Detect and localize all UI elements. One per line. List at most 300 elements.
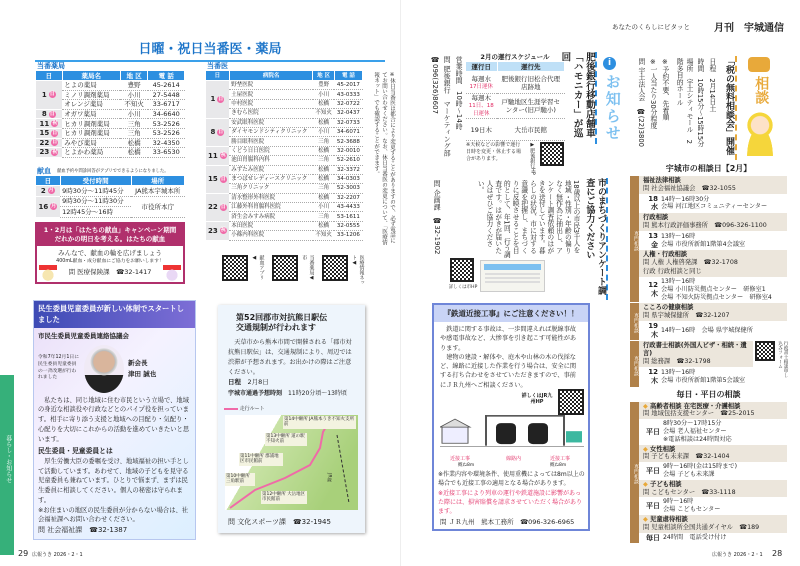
day-cell xyxy=(36,196,61,217)
name-cell: みずたみ医院 xyxy=(229,165,313,174)
tel-cell: 32-0555 xyxy=(334,221,362,230)
tel-cell: 52-3688 xyxy=(334,137,362,146)
chairman-role: 新会長 xyxy=(128,359,148,368)
schedule-title: 2月の運行スケジュール xyxy=(480,53,550,61)
tel-cell: 34-6640 xyxy=(148,109,185,119)
day-cell xyxy=(36,81,63,110)
area-cell: 不知火 xyxy=(313,109,334,118)
consult-details xyxy=(661,327,753,335)
consult-detail: 会場 市役所新館1階第4会議室 xyxy=(661,240,746,248)
consult-detail: 13時～16時 xyxy=(661,278,696,286)
name-cell: 野埜医院 xyxy=(229,81,313,90)
tel-cell: 32-0722 xyxy=(334,99,362,108)
survey-body: 18歳以上の市民3千人を地域・性別・年齢の偏りなく無作為に抽出し、アンケート調査依頼のはがきを送付しています。暮らしの状況、市に対する意識を把握し、まちづくりに反映させることを目的として、年1回、行う調査です。はがきが届いた人はぜひご協力ください。 xyxy=(476,180,580,258)
name-cell: ヒカリ調剤薬局 xyxy=(62,119,120,129)
table-row xyxy=(36,196,185,207)
consult-section-body xyxy=(639,341,753,386)
day-type-icon: 祝 xyxy=(52,148,58,155)
ekiden-time: 11時20分頃～13時頃 xyxy=(288,390,347,398)
ekiden-body: 天草市から熊本市間で開催される「郡市対抗熊日駅伝」は、交通規制により、周辺では渋滞が予想されます。お出かけの際はご注意ください。 xyxy=(228,338,352,376)
consult-section xyxy=(630,303,787,340)
daily-detail: 会場 こどもセンター xyxy=(663,506,721,514)
day-cell xyxy=(466,119,498,141)
name-cell: ヒカリ調剤薬局 xyxy=(62,128,120,138)
ekiden-contact: 問 文化スポーツ課 ☎32-1945 xyxy=(228,518,331,526)
tel-cell: 32-3372 xyxy=(334,165,362,174)
name-cell: きむら医院 xyxy=(229,109,313,118)
name-cell: 本田医院 xyxy=(229,221,313,230)
column-header: 運行日 xyxy=(466,62,498,72)
consult-day: 12 木 xyxy=(648,280,658,298)
consult-section xyxy=(630,341,787,386)
table-row xyxy=(206,81,363,90)
day-number: 15 xyxy=(208,175,218,184)
consult-details xyxy=(661,233,745,249)
area-cell: 不知火 xyxy=(120,100,148,110)
daily-heading-text: 子ども相談 xyxy=(650,480,682,488)
tel-cell: 32-0733 xyxy=(334,118,362,127)
consult-detail: 14時～16時30分 xyxy=(661,195,710,203)
area-cell: 松橋 xyxy=(313,146,334,155)
qr-label: 医療情報ネット◀ xyxy=(351,255,365,285)
bank-qr[interactable] xyxy=(540,142,564,166)
table-row xyxy=(206,118,363,127)
suspended-days: 11日、18日運休 xyxy=(468,103,494,117)
page-number-right: 28 xyxy=(772,549,783,558)
bank-schedule-table xyxy=(465,61,565,141)
relay-point: 第10中継所 三角駅前 xyxy=(225,473,255,486)
day-cell xyxy=(206,118,230,146)
day-type-icon: 日 xyxy=(52,129,58,136)
survey-title: 市のまちづくりアンケート調査にご協力ください xyxy=(582,178,608,300)
daily-day: 平日 xyxy=(646,466,660,475)
blood-label: 献血 xyxy=(37,167,51,175)
tel-cell: 32-2207 xyxy=(334,193,362,202)
minsei-contact: 問 社会福祉課 ☎32-1387 xyxy=(38,526,128,535)
daily-detail: 24時間 電話受け付け xyxy=(663,534,727,542)
survey-qr[interactable] xyxy=(450,258,474,282)
day-number: 8 xyxy=(210,128,216,137)
table-row xyxy=(206,184,363,193)
consult-heading: こころの健康相談 xyxy=(639,303,787,312)
daily-detail: 会場 老人福祉センター xyxy=(663,428,727,436)
minsei-paragraph: 厚生労働大臣の委嘱を受け、地域福祉の担い手として活動しています。あわせて、地域の子どもを見守る児童委員も兼ねています。ひとりで悩まず、まずは民生委員に相談してください。個人の秘密は守られます。 xyxy=(38,457,189,504)
day-number: 16 xyxy=(38,202,49,211)
campaign-slogan: だれかの明日を考える。はたちの献血 xyxy=(54,234,166,243)
name-cell: 池田胃腸科内科 xyxy=(229,156,313,165)
consult-schedule-row xyxy=(639,231,787,251)
tel-cell: 43-4433 xyxy=(334,203,362,212)
daily-details xyxy=(663,463,737,479)
day-cell xyxy=(206,221,230,240)
name-cell: オレンジ薬局 xyxy=(62,100,120,110)
campaign-heading: 1・2月は「はたちの献血」キャンペーン期間 xyxy=(43,226,177,234)
ekiden-article xyxy=(218,305,365,533)
tel-cell: 52-2610 xyxy=(334,156,362,165)
name-cell: 小篠内科医院 xyxy=(229,231,313,240)
area-cell: 三角 xyxy=(313,156,334,165)
tel-cell: 32-0437 xyxy=(334,109,362,118)
chairman-name: 津田 誠也 xyxy=(128,369,157,378)
jr-qr[interactable] xyxy=(558,389,584,415)
minsei-note: ※お住まいの地区の民生委員が分からない場合は、社会福祉課へお問い合わせください。 xyxy=(38,506,189,524)
table-row xyxy=(466,119,565,141)
survey-contact: 問 企画課 ☎32-1902 xyxy=(433,180,442,255)
day-cell xyxy=(36,186,61,197)
area-cell: 小川 xyxy=(120,109,148,119)
relay-point: 第11中継所 郡浦地区市民館前 xyxy=(239,453,283,466)
day-cell xyxy=(36,148,63,158)
area-cell: 松橋 xyxy=(313,165,334,174)
time-cell: 9時30分～11時30分 xyxy=(60,196,131,207)
footer-right: 広報うき 2026・2・1 xyxy=(712,552,763,558)
daily-details xyxy=(663,498,720,514)
consult-schedule-row xyxy=(639,194,787,214)
column-header: 日 xyxy=(206,71,230,81)
table-row xyxy=(466,94,565,119)
relay-point: 第13中継所 道の駅不知火前 xyxy=(265,433,307,446)
area-cell: 豊野 xyxy=(313,81,334,90)
column-header: 電 話 xyxy=(334,71,362,81)
daily-day: 平日 xyxy=(646,427,660,436)
qr-column xyxy=(753,341,787,386)
bank-contact: 問 肥後銀行 マーケティング部 xyxy=(443,56,452,157)
day-number: 22 xyxy=(208,203,218,212)
day-cell xyxy=(206,146,230,165)
column-header: 地 区 xyxy=(120,71,148,81)
consult-day: 19 木 xyxy=(648,321,658,339)
consult-contact: 行政 行政相談と同じ xyxy=(639,268,787,277)
consult-detail: 会場 河江地区コミュニティーセンター xyxy=(661,203,768,211)
pharmacy-label: 当番薬局 xyxy=(37,62,65,70)
consult-section-tag: 専門相談 xyxy=(630,176,639,302)
consult-section-tag: 専門相談 xyxy=(630,341,639,386)
diagram-label: 概ね8m xyxy=(550,463,567,468)
table-row xyxy=(206,174,363,183)
ekiden-date: 2月8日 xyxy=(247,378,269,387)
run-day: 毎週木 xyxy=(471,94,492,102)
diamond-icon: ◆ xyxy=(643,402,651,410)
tax-contact: 問 宇土法人会 ☎(22)3800 xyxy=(636,58,645,148)
minsei-paragraph: 私たちは、同じ地域に住む市民という立場で、地域の身近な相談役や行政などとのパイプ役を担っています。相手に寄り添う支援と地域への目配り・気配り・心配りを大切にこれからの活動を進めていきたいと思います。 xyxy=(38,396,190,443)
name-cell: くどう日日医院 xyxy=(229,146,313,155)
day-number: 8 xyxy=(41,110,47,119)
blood-note: 献血予約や問診回答がアプリでできるようになりました。 xyxy=(57,169,169,174)
rail-note: ※作業内容や環境条件、使用重機によっては8m以上の場合でも近接工事の適用となる場合があります。 xyxy=(438,471,585,487)
consult-contact: 問 社会福祉協議会 ☎32-1055 xyxy=(639,185,787,194)
table-row xyxy=(206,90,363,99)
woman-illustration xyxy=(740,112,780,156)
tel-cell: 33-1206 xyxy=(334,231,362,240)
day-number: 11 xyxy=(208,151,218,160)
column-header: 電 話 xyxy=(148,71,185,81)
day-type-icon: 日 xyxy=(220,203,226,210)
consult-heading: 行政相談 xyxy=(639,213,787,222)
rail-title: 『鉄道近接工事』にご注意ください！！ xyxy=(434,305,588,322)
area-cell: 小川 xyxy=(313,127,334,136)
time-cell: 9時30分～11時45分 xyxy=(60,186,131,197)
table-row xyxy=(36,109,185,119)
consult-detail: 会場 不知火防災拠点センター 研修室4 xyxy=(661,293,772,301)
day-cell xyxy=(206,165,230,193)
bank-title: 肥後銀行移動店舗車「ハモニカー」が巡回 xyxy=(569,52,597,144)
footer-left: 広報うき 2026・2・1 xyxy=(32,552,83,558)
area-cell: 松橋 xyxy=(120,138,148,148)
gyosei-shoshi-qr[interactable] xyxy=(755,341,775,361)
place-cell: 市役所本庁 xyxy=(131,196,184,217)
table-row xyxy=(206,212,363,221)
pharmacy-qr[interactable] xyxy=(272,255,298,281)
qr-label: 献血アプリ◀ xyxy=(251,255,265,280)
consult-details xyxy=(661,196,767,212)
table-row xyxy=(206,203,363,212)
daily-heading xyxy=(639,515,787,524)
table-row xyxy=(36,81,185,91)
rail-diagram xyxy=(440,411,584,461)
tax-time: 時間 10時15分～15時15分 xyxy=(695,58,704,147)
day-number: 2 xyxy=(40,186,46,195)
area-cell: 松橋 xyxy=(313,99,334,108)
name-cell: 済生会みすみ病院 xyxy=(229,212,313,221)
daily-contact: 問 地域包括支援センター ☎25-2015 xyxy=(639,410,787,419)
table-row xyxy=(206,109,363,118)
area-cell: 松橋 xyxy=(313,221,334,230)
table-row xyxy=(206,146,363,155)
consult-day: 18 水 xyxy=(648,194,658,212)
day-type-icon: 日 xyxy=(218,95,224,102)
daily-contact: 問 児童相談所全国共通ダイヤル ☎189 xyxy=(639,524,787,533)
name-cell: とよの薬局 xyxy=(62,81,120,91)
column-header: 運行先 xyxy=(497,62,564,72)
survey-qr-label: 詳しくは市HP xyxy=(448,285,478,290)
day-cell xyxy=(36,119,63,129)
day-number: 22 xyxy=(39,138,50,147)
daily-section xyxy=(630,402,787,544)
diagram-label: 線路内 xyxy=(506,456,522,462)
daily-detail: 会場 子ども未来課 xyxy=(663,471,715,478)
consult-contact: 問 人権 人権啓発課 ☎32-1708 xyxy=(639,259,787,268)
date-label: 日程 xyxy=(228,378,241,387)
name-cell: 土屋医院 xyxy=(229,90,313,99)
consult-details xyxy=(661,369,745,385)
tax-place: 場所 宇土シティモール 2階多目的ホール xyxy=(675,58,693,144)
qr-label: 当番薬局◀ 市 xyxy=(301,255,315,281)
column-header: 薬局名 xyxy=(62,71,120,81)
table-row xyxy=(36,138,185,148)
page-title: 日曜・祝日当番医・薬局 xyxy=(35,38,385,62)
table-row xyxy=(36,128,185,138)
route-map xyxy=(225,415,358,510)
consult-schedule-row xyxy=(639,367,753,387)
day-type-icon: 日 xyxy=(49,110,55,117)
tel-cell: 45-2614 xyxy=(148,81,185,91)
blood-app-qr[interactable] xyxy=(222,255,248,281)
minsei-subheading: 民生委員・児童委員とは xyxy=(38,447,113,456)
diagram-label: 近接工事 xyxy=(550,456,571,462)
area-cell: 小川 xyxy=(313,90,334,99)
page-gutter xyxy=(400,0,401,566)
day-cell xyxy=(466,94,498,119)
consult-schedule xyxy=(630,164,787,543)
diagram-label: 概ね8m xyxy=(458,463,475,468)
tax-title: 「税の無料相談会」開催 xyxy=(722,56,737,160)
consult-detail: 13時～16時 xyxy=(661,369,696,377)
daily-detail: 9時～16時(金は15時まで) xyxy=(663,463,738,471)
tax-note: ※一人当たり30分程度 xyxy=(648,58,657,130)
day-number: 23 xyxy=(39,148,50,157)
column-header: 場所 xyxy=(131,176,184,186)
area-cell: 松橋 xyxy=(313,118,334,127)
minsei-org: 市民生委員児童委員連絡協議会 xyxy=(38,331,129,340)
table-header-row xyxy=(466,62,565,72)
daily-detail: 8時30分～17時15分 xyxy=(663,420,722,428)
consult-contact: 問 熊本行政評価事務所 ☎096-326-1100 xyxy=(639,222,787,231)
minsei-intro: 令和7年12月1日に民生委員児童委員の一斉改選が行われました xyxy=(38,355,79,381)
run-day: 19日木 xyxy=(470,125,492,134)
place-cell: 戸馳地区生涯学習センター(旧戸馳小) xyxy=(497,94,564,119)
qr-label: 行政書士相談申し込みフォーム xyxy=(777,341,788,379)
area-cell: 三角 xyxy=(120,119,148,129)
tel-cell: 45-2017 xyxy=(334,81,362,90)
name-cell: ミノリ調剤薬局 xyxy=(62,90,120,100)
section-side-tab xyxy=(0,375,14,555)
map-legend: 走行ルート xyxy=(239,406,265,412)
daily-contact: 問 子ども未来課 ☎32-1404 xyxy=(639,453,787,462)
tel-cell: 32-0010 xyxy=(334,146,362,155)
blood-campaign-box xyxy=(35,222,185,284)
minsei-article xyxy=(33,300,196,540)
day-type-icon: 日 xyxy=(220,175,226,182)
day-type-icon: 祝 xyxy=(220,227,226,234)
tel-cell: 33-6530 xyxy=(148,148,185,158)
table-row xyxy=(206,231,363,240)
consult-detail: 14時～16時 会場 県宇城保健所 xyxy=(661,326,753,334)
area-cell: 松橋 xyxy=(313,174,334,183)
campaign-contact: 問 医療保険課 ☎32-1417 xyxy=(68,267,152,276)
area-cell: 三角 xyxy=(313,137,334,146)
table-row xyxy=(206,221,363,230)
place-cell: JA熊本宇城本所 xyxy=(131,186,184,197)
diamond-icon: ◆ xyxy=(643,445,651,453)
bank-note: ※天候などの影響で運行日時を変更・休止する場合があります。 xyxy=(466,142,522,162)
daily-schedule-row xyxy=(639,419,787,444)
rail-paragraph: 建物の建設・解体や、庭木や山林の木の伐採など、線路に近接した作業を行う場合は、安全に関する打ち合わせをさせていただきますので、事前にＪＲ九州へご相談ください。 xyxy=(440,353,577,389)
minsei-title: 民生委員児童委員が新しい体制でスタートしました xyxy=(34,301,195,328)
place-cell: 肥後銀行旧松合代理店跡地 xyxy=(497,72,564,94)
tel-cell: 34-6071 xyxy=(334,127,362,136)
table-row xyxy=(206,137,363,146)
survey-postcard-image xyxy=(480,260,545,292)
table-header-row xyxy=(206,71,363,81)
consult-contact: 問 県宇城保健所 ☎32-1207 xyxy=(639,312,787,321)
side-tab-label: 暮らし・お知らせ xyxy=(4,435,12,483)
rail-contact: 問 ＪＲ九州 熊本工務所 ☎096-326-6965 xyxy=(440,518,575,526)
page-number-left: 29 xyxy=(18,549,29,558)
doctor-note: ※休日当番医は都合により変更することがありますので、必ず電話にてお問い合わせください。なお、休日当番医の変更について、「医療情報ネット」でも確認することができます。 xyxy=(373,72,395,246)
daily-day: 平日 xyxy=(646,501,660,510)
rail-warning: ※近接工事により列車の運行や鉄道施設に影響があった際には、損害賠償を請求させていただく場合があります。 xyxy=(438,490,583,515)
daily-heading-text: 高齢者相談 在宅医療・介護相談 xyxy=(650,402,741,410)
day-type-icon: 日 xyxy=(49,91,55,98)
consult-detail: 13時～16時 xyxy=(661,232,696,240)
name-cell: 三角クリニック xyxy=(229,184,313,193)
column-header: 地 区 xyxy=(313,71,334,81)
daily-schedule-row xyxy=(639,462,787,480)
day-cell xyxy=(466,72,498,94)
diamond-icon: ◆ xyxy=(643,480,651,488)
time-label: 宇城市通過予想時刻 xyxy=(228,390,283,398)
tel-cell: 53-2526 xyxy=(148,119,185,129)
diagram-label: 近接工事 xyxy=(450,456,471,462)
day-cell xyxy=(206,81,230,119)
column-header: 日 xyxy=(36,176,61,186)
medical-info-qr[interactable] xyxy=(322,255,348,281)
daily-day: 毎日 xyxy=(646,533,660,542)
day-cell xyxy=(36,138,63,148)
daily-section-body xyxy=(639,402,787,544)
name-cell: とよかわ薬局 xyxy=(62,148,120,158)
diamond-icon: ◆ xyxy=(643,515,651,523)
table-row xyxy=(206,156,363,165)
daily-contact: 問 こどもセンター ☎33-1118 xyxy=(639,489,787,498)
relay-point: 第12中継所 大岳地区市民館前 xyxy=(262,492,306,503)
area-cell: 松橋 xyxy=(313,193,334,202)
consult-detail: 会場 小川防災拠点センター 研修室1 xyxy=(661,285,766,293)
day-type-icon: 日 xyxy=(52,139,58,146)
tax-date: 日程 2月14日土 xyxy=(707,58,716,112)
daily-heading-text: 女性相談 xyxy=(650,445,676,453)
oshirase-heading: お知らせ xyxy=(603,74,622,142)
daily-schedule-row xyxy=(639,533,787,544)
daily-schedule-row xyxy=(639,497,787,515)
area-cell: 不知火 xyxy=(313,231,334,240)
area-cell: 小川 xyxy=(313,203,334,212)
day-type-icon: 祝 xyxy=(52,120,58,127)
table-row xyxy=(206,193,363,202)
day-type-icon: 日 xyxy=(218,128,224,135)
column-header: 病院名 xyxy=(229,71,313,81)
consult-heading: 福祉法律相談 xyxy=(639,176,787,185)
name-cell: 安武眼科医院 xyxy=(229,118,313,127)
table-header-row xyxy=(36,71,185,81)
pharmacy-table xyxy=(35,70,185,158)
bank-qr-label: ▶肥後銀行HP xyxy=(529,142,536,175)
place-cell: 大岳市民館 xyxy=(497,119,564,141)
chairman-photo xyxy=(84,345,124,393)
name-cell: オガワ薬局 xyxy=(62,109,120,119)
daily-heading xyxy=(639,480,787,489)
column-header: 受付時間 xyxy=(60,176,131,186)
rail-paragraph: 鉄道に関する事故は、一歩間違えれば脱線事故や感電事故など、大惨事を引き起こす可能性があります。 xyxy=(440,326,577,352)
consult-day: 13 金 xyxy=(648,231,658,249)
name-cell: 中村医院 xyxy=(229,99,313,108)
table-row xyxy=(36,119,185,129)
campaign-line: みんなで、献血の輪を広げましょう xyxy=(58,248,162,257)
tax-badge: 相談 xyxy=(753,76,770,104)
day-type-icon: 月 xyxy=(48,187,54,194)
daily-details xyxy=(663,420,732,443)
day-cell xyxy=(36,128,63,138)
area-cell: 小川 xyxy=(120,90,148,100)
suspended-days: 17日運休 xyxy=(469,83,494,90)
info-icon: i xyxy=(603,57,616,70)
campaign-note: 400mL献血・成分献血にご協力をお願いします！ xyxy=(56,258,164,264)
daily-details xyxy=(663,534,727,542)
day-number: 1 xyxy=(210,95,216,104)
area-cell: 豊野 xyxy=(120,81,148,91)
table-row xyxy=(36,186,185,197)
day-cell xyxy=(36,109,63,119)
